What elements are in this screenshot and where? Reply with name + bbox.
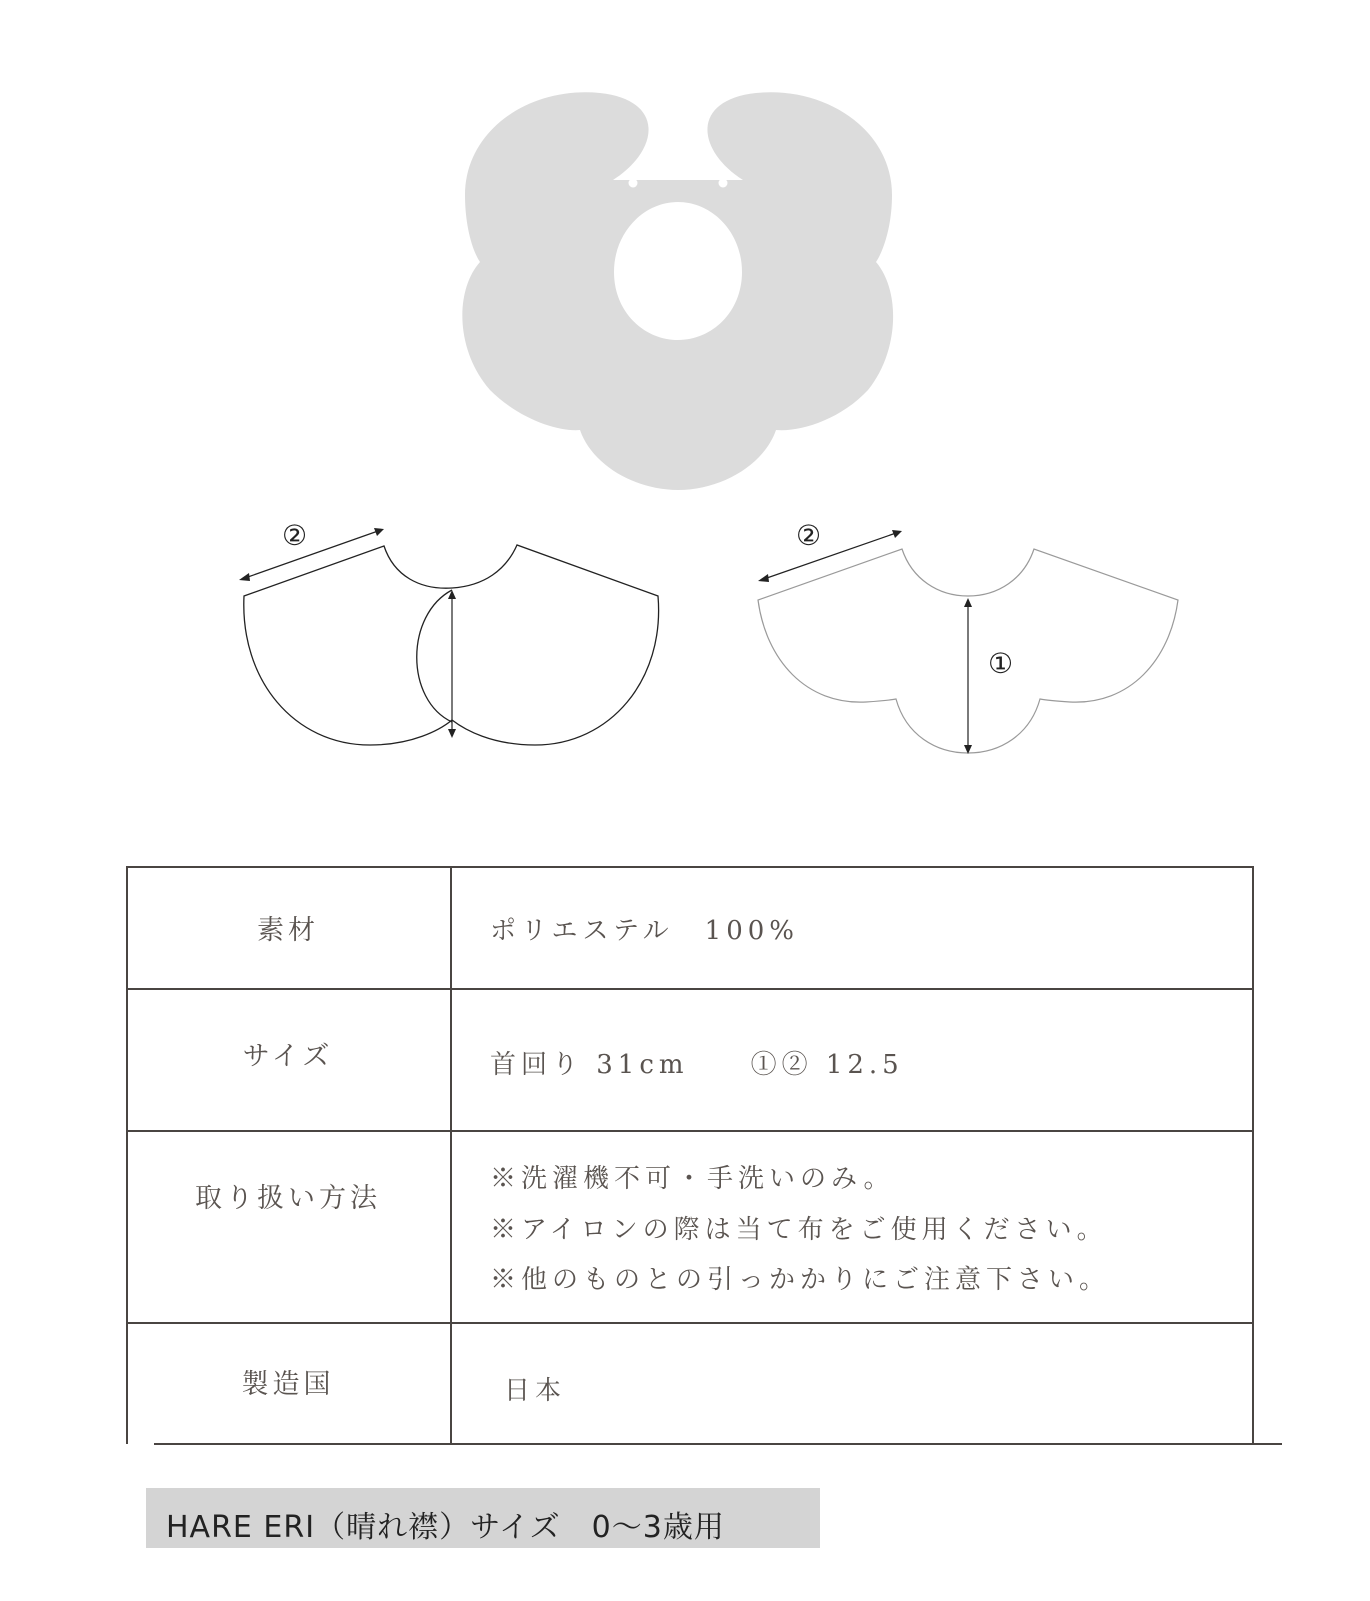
- button-hole-right: [719, 179, 728, 188]
- row-value-size: 首回り 31cm ①② 12.5: [490, 1050, 904, 1080]
- left-collar-overlap-curve: [417, 590, 452, 722]
- table-border-left: [126, 866, 128, 1444]
- care-line: ※アイロンの際は当て布をご使用ください。: [490, 1215, 1108, 1245]
- table-border-top: [126, 866, 1254, 868]
- caption-bar: [146, 1488, 820, 1548]
- row-label-material: 素材: [257, 915, 319, 946]
- right-measure-label-top: ②: [796, 519, 822, 552]
- row-label-care: 取り扱い方法: [195, 1183, 381, 1214]
- caption-text: HARE ERI（晴れ襟）サイズ 0～3歳用: [166, 1510, 725, 1545]
- right-measure-arrows: [758, 530, 972, 754]
- row-value-origin: 日本: [504, 1376, 567, 1406]
- collar-illustration: [462, 92, 893, 490]
- row-label-origin: 製造国: [241, 1369, 335, 1400]
- row-label-size: サイズ: [242, 1041, 334, 1072]
- care-line: ※洗濯機不可・手洗いのみ。: [490, 1164, 895, 1194]
- row-divider: [126, 1322, 1254, 1324]
- row-value-material: ポリエステル 100%: [490, 916, 799, 946]
- table-border-right: [1252, 866, 1254, 1444]
- row-divider: [126, 1130, 1254, 1132]
- left-measure-label: ②: [282, 519, 308, 552]
- table-divider: [450, 866, 452, 1444]
- left-collar-outline: [244, 545, 659, 745]
- left-outline-collar: [239, 528, 659, 745]
- table-border-bottom: [154, 1443, 1282, 1445]
- right-measure-label-side: ①: [988, 647, 1014, 680]
- row-divider: [126, 988, 1254, 990]
- button-hole-left: [629, 179, 638, 188]
- collar-shape: [462, 92, 893, 490]
- care-line: ※他のものとの引っかかりにご注意下さい。: [490, 1265, 1111, 1295]
